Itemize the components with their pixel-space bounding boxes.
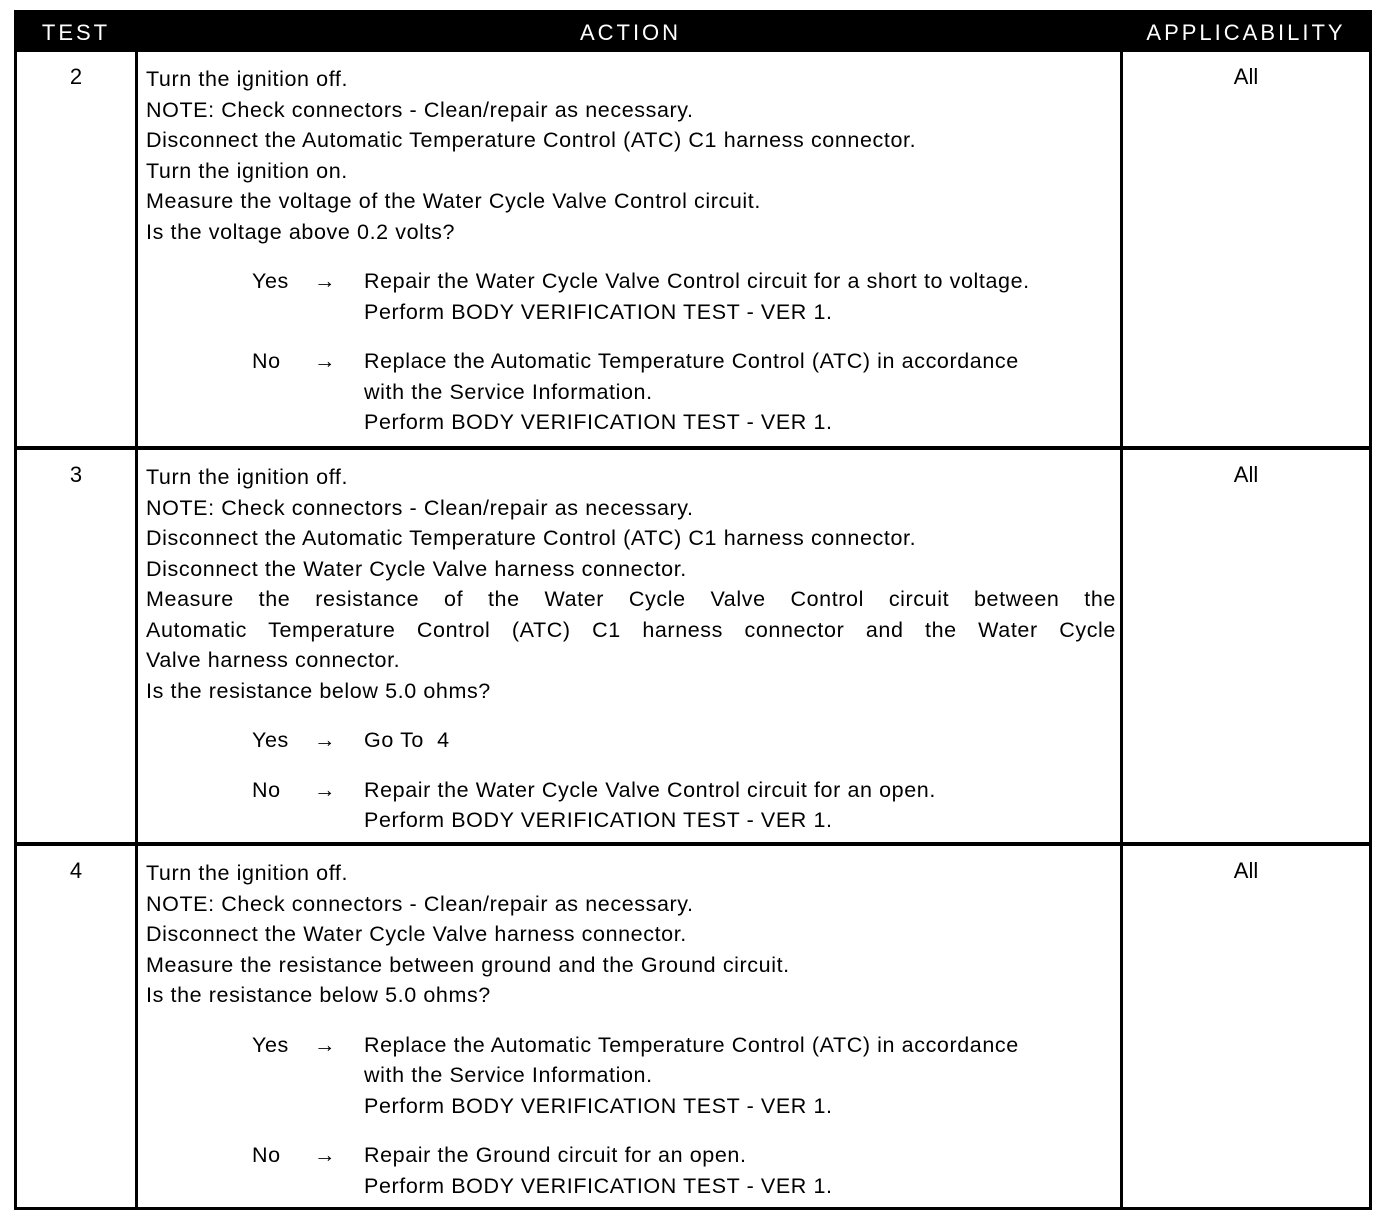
no-label: No	[252, 777, 281, 802]
response-text: with the Service Information.	[364, 1063, 653, 1087]
no-label: No	[252, 1143, 281, 1167]
step-text: Measure the resistance of the Water Cycle Valve Control circuit between the	[146, 587, 1116, 611]
test-number: 4	[69, 858, 83, 883]
yes-response	[146, 725, 1116, 756]
applicability-value: All	[1233, 858, 1259, 883]
table-row	[17, 846, 1369, 1207]
test-number: 3	[69, 462, 83, 487]
step-text: Turn the ignition off.	[146, 465, 349, 489]
yes-label: Yes	[252, 728, 289, 752]
step-text: Disconnect the Automatic Temperature Control (ATC) C1 harness connector.	[146, 526, 917, 550]
step-text: Measure the resistance between ground and the Ground circuit.	[146, 952, 790, 977]
arrow-icon: →	[314, 1143, 337, 1167]
header-applicability: APPLICABILITY	[1146, 20, 1346, 45]
applicability-value: All	[1233, 64, 1259, 89]
step-text: Is the resistance below 5.0 ohms?	[146, 678, 491, 703]
yes-response	[146, 1030, 1116, 1122]
header-test: TEST	[41, 20, 111, 45]
go-to-link[interactable]: Go To 4	[364, 728, 450, 752]
step-text: Turn the ignition off.	[146, 67, 349, 91]
arrow-icon: →	[314, 349, 337, 373]
header-action: ACTION	[579, 20, 682, 45]
table-row	[17, 450, 1369, 842]
step-text: NOTE: Check connectors - Clean/repair as necessary.	[146, 97, 694, 122]
step-text: Disconnect the Water Cycle Valve harness connector.	[146, 922, 687, 946]
response-text: Replace the Automatic Temperature Control (ATC) in accordance	[364, 1032, 1019, 1057]
yes-label: Yes	[252, 269, 289, 293]
table-row	[17, 52, 1369, 446]
step-text: Automatic Temperature Control (ATC) C1 harness connector and the Water Cycle	[146, 617, 1116, 642]
arrow-icon: →	[314, 777, 337, 802]
step-text: Is the voltage above 0.2 volts?	[146, 219, 456, 244]
diagnostic-test-table	[14, 10, 1372, 1210]
applicability-value: All	[1233, 462, 1259, 487]
step-text: Valve harness connector.	[146, 648, 401, 672]
no-label: No	[252, 349, 281, 373]
response-text: Repair the Water Cycle Valve Control circuit for a short to voltage.	[364, 269, 1030, 293]
arrow-icon: →	[314, 728, 337, 752]
yes-label: Yes	[252, 1032, 289, 1057]
table-header	[17, 13, 1369, 52]
step-text: Disconnect the Automatic Temperature Control (ATC) C1 harness connector.	[146, 128, 917, 152]
response-text: Perform BODY VERIFICATION TEST - VER 1.	[364, 1173, 833, 1198]
no-response	[146, 1140, 1116, 1201]
step-text: Turn the ignition on.	[146, 158, 348, 183]
arrow-icon: →	[314, 1032, 337, 1057]
response-text: Repair the Ground circuit for an open.	[364, 1143, 747, 1167]
action-cell	[146, 462, 1116, 836]
response-text: Perform BODY VERIFICATION TEST - VER 1.	[364, 1093, 833, 1118]
step-text: Disconnect the Water Cycle Valve harness connector.	[146, 556, 687, 581]
response-text: Perform BODY VERIFICATION TEST - VER 1.	[364, 808, 833, 832]
response-text: Perform BODY VERIFICATION TEST - VER 1.	[364, 299, 833, 324]
test-number: 2	[69, 64, 83, 89]
yes-response	[146, 266, 1116, 327]
response-text: Replace the Automatic Temperature Control (ATC) in accordance	[364, 349, 1019, 373]
response-text: with the Service Information.	[364, 379, 653, 404]
no-response	[146, 346, 1116, 438]
step-text: Is the resistance below 5.0 ohms?	[146, 983, 491, 1007]
arrow-icon: →	[314, 269, 337, 293]
action-cell	[146, 858, 1116, 1201]
response-text: Repair the Water Cycle Valve Control circuit for an open.	[364, 777, 936, 802]
response-text: Perform BODY VERIFICATION TEST - VER 1.	[364, 410, 833, 434]
action-cell	[146, 64, 1116, 438]
step-text: NOTE: Check connectors - Clean/repair as necessary.	[146, 891, 694, 916]
step-text: Measure the voltage of the Water Cycle Valve Control circuit.	[146, 189, 761, 213]
step-text: Turn the ignition off.	[146, 861, 349, 885]
step-text: NOTE: Check connectors - Clean/repair as necessary.	[146, 495, 694, 520]
no-response	[146, 775, 1116, 836]
